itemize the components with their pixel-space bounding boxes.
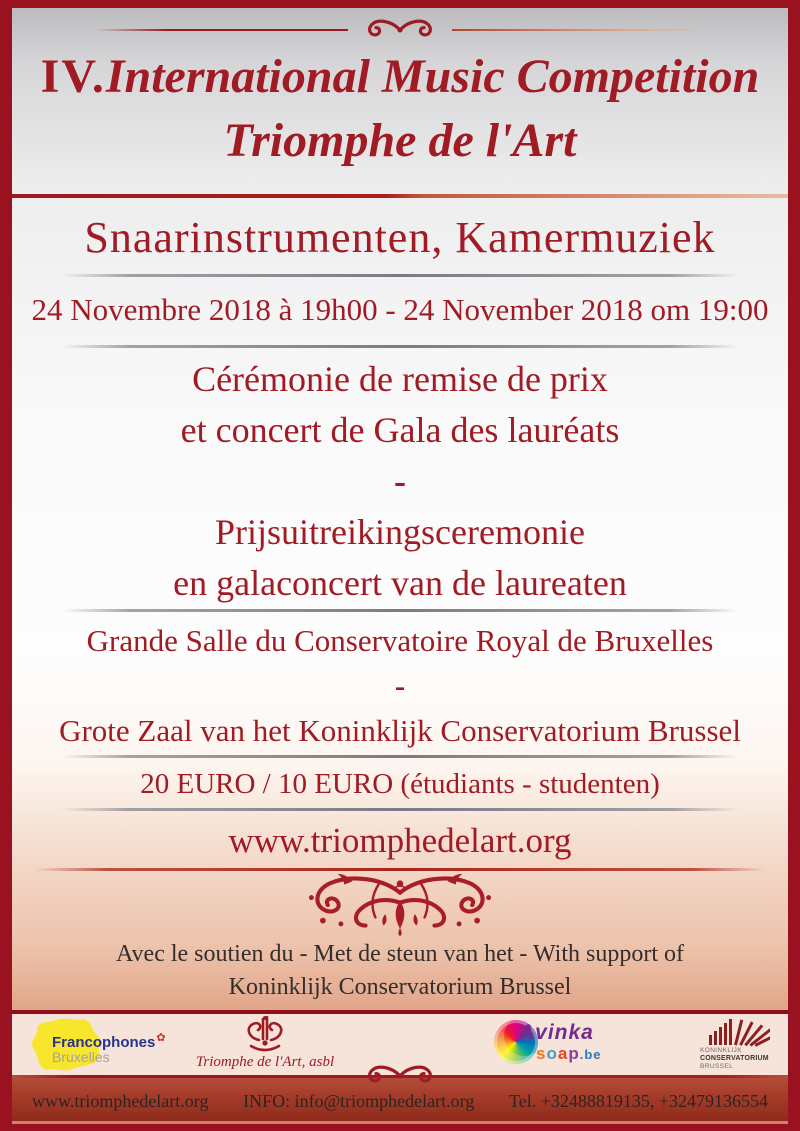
top-ornament-divider bbox=[12, 18, 788, 42]
red-divider-rule bbox=[35, 868, 764, 871]
ticket-price: 20 EURO / 10 EURO (étudiants - studenten) bbox=[140, 768, 660, 800]
category-heading: Snaarinstrumenten, Kamermuziek bbox=[84, 213, 716, 262]
support-credit bbox=[12, 938, 788, 1004]
avinka-name: Avinka bbox=[519, 1021, 594, 1044]
soap-letter: a bbox=[557, 1044, 569, 1063]
title-text: International Music Competition bbox=[105, 50, 760, 103]
ceremony-fr-line1: Cérémonie de remise de prix bbox=[192, 359, 608, 399]
scroll-flourish-icon bbox=[352, 1064, 448, 1088]
footer-info-email: INFO: info@triomphedelart.org bbox=[243, 1090, 475, 1111]
ceremony-nl-line2: en galaconcert van de laureaten bbox=[173, 563, 627, 603]
support-line2: Koninklijk Conservatorium Brussel bbox=[228, 974, 572, 1000]
event-datetime: 24 Novembre 2018 à 19h00 - 24 November 2018 om 19:00 bbox=[31, 292, 769, 327]
kc-line1: KONINKLIJK bbox=[700, 1047, 742, 1054]
soap-letter: p bbox=[568, 1044, 580, 1063]
francophones-name: Francophones bbox=[52, 1034, 156, 1051]
fanning-bars-icon bbox=[706, 1017, 770, 1047]
contact-footer bbox=[12, 1075, 788, 1121]
triomphe-asbl-logo bbox=[190, 1015, 340, 1074]
damask-flourish-icon bbox=[275, 873, 525, 937]
divider-rule bbox=[62, 808, 737, 811]
francophones-city: Bruxelles bbox=[52, 1049, 110, 1065]
ornament-line-right bbox=[452, 29, 704, 31]
divider-rule bbox=[62, 609, 737, 612]
soap-letter: o bbox=[546, 1044, 558, 1063]
event-website: www.triomphedelart.org bbox=[228, 821, 572, 860]
ceremony-description bbox=[12, 354, 788, 609]
soap-letter: s bbox=[536, 1044, 547, 1063]
divider-rule bbox=[62, 274, 737, 277]
red-crest-flourish-icon bbox=[242, 1015, 288, 1053]
kc-line2: CONSERVATORIUM bbox=[700, 1054, 769, 1062]
sparkle-icon: ✿ bbox=[156, 1032, 166, 1044]
ornament-line-left bbox=[96, 29, 348, 31]
ceremony-nl-line1: Prijsuitreikingsceremonie bbox=[215, 512, 585, 552]
title-numeral: IV. bbox=[40, 50, 106, 103]
footer-telephone: Tel. +32488819135, +32479136554 bbox=[508, 1090, 768, 1111]
poster-title-line2: Triomphe de l'Art bbox=[223, 114, 577, 167]
avinka-tld: .be bbox=[579, 1047, 602, 1062]
support-line1: Avec le soutien du - Met de steun van het - With support of bbox=[115, 941, 685, 967]
divider-rule bbox=[62, 755, 737, 758]
koninklijk-conservatorium-logo bbox=[700, 1017, 786, 1073]
venue-fr: Grande Salle du Conservatoire Royal de Bruxelles bbox=[86, 623, 714, 658]
triomphe-asbl-label: Triomphe de l'Art, asbl bbox=[195, 1054, 335, 1070]
divider-rule bbox=[62, 345, 737, 348]
venue-block bbox=[12, 618, 788, 753]
kc-line3: BRUSSEL bbox=[700, 1062, 734, 1070]
poster-title-line1 bbox=[12, 42, 788, 112]
francophones-text bbox=[52, 1031, 166, 1065]
language-separator: - bbox=[394, 461, 406, 501]
scroll-flourish-icon bbox=[352, 18, 448, 42]
ceremony-fr-line2: et concert de Gala des lauréats bbox=[180, 410, 620, 450]
poster-background bbox=[12, 8, 788, 1124]
avinka-soap-logo bbox=[494, 1018, 624, 1072]
red-gradient-rule bbox=[12, 194, 788, 198]
francophones-bruxelles-logo bbox=[26, 1016, 166, 1073]
footer-website: www.triomphedelart.org bbox=[32, 1090, 209, 1111]
avinka-soap-text bbox=[536, 1044, 602, 1064]
venue-nl: Grote Zaal van het Koninklijk Conservatorium Brussel bbox=[59, 713, 741, 748]
language-separator: - bbox=[394, 668, 406, 703]
